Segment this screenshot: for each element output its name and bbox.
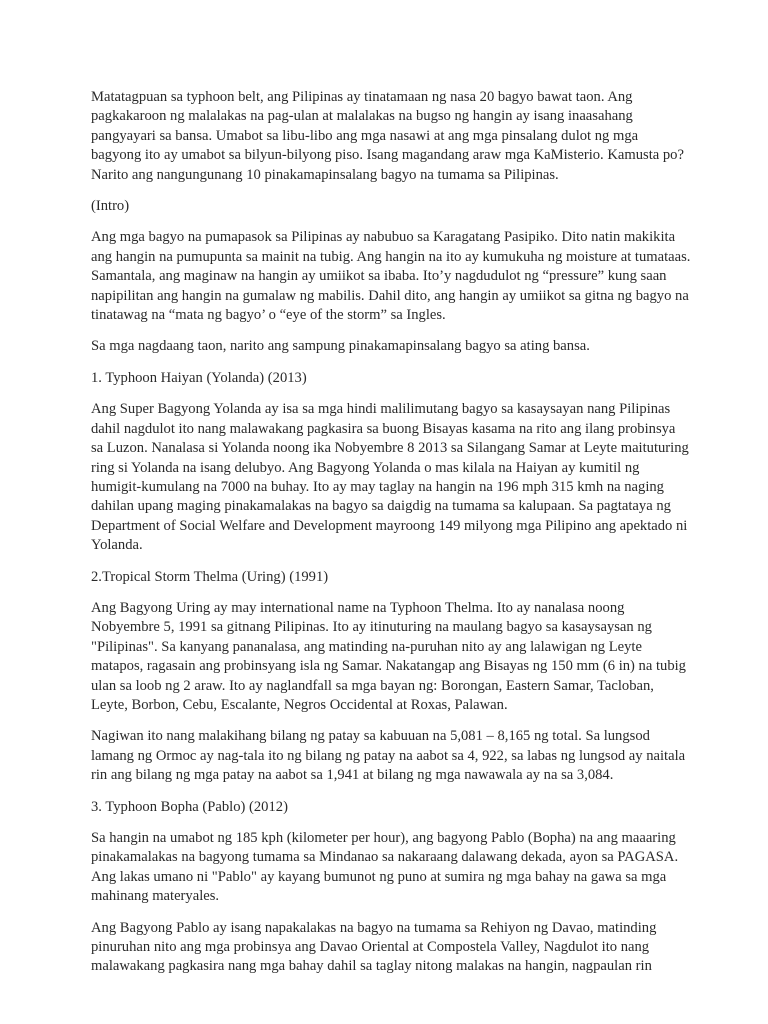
body-paragraph-thelma-casualties: Nagiwan ito nang malakihang bilang ng patay sa kabuuan na 5,081 – 8,165 ng total. Sa lungsod lamang ng Ormoc ay nag-tala ito ng bilang ng patay na aabot sa 4, 922, sa labas ng lungsod ay naitala rin ang bilang ng mga patay na aabot sa 1,941 at bilang ng mga nawawala ay na sa 3,084. [91, 728, 686, 784]
section-heading-haiyan: 1. Typhoon Haiyan (Yolanda) (2013) [91, 369, 307, 386]
section-heading-bopha: 3. Typhoon Bopha (Pablo) (2012) [91, 798, 288, 815]
intro-paragraph: Matatagpuan sa typhoon belt, ang Pilipinas ay tinatamaan ng nasa 20 bagyo bawat taon. Ang pagkakaroon ng malalakas na pag-ulan at malalakas na bugso ng hangin ay isang inaasahang pangyayari sa bansa. Umabot sa libu-libo ang mga nasawi at ang mga pinsalang dulot ng mga bagyong ito ay umabot sa bilyun-bilyong piso. Isang magandang araw mga KaMisterio. Kamusta po? Narito ang nangungunang 10 pinakamapinsalang bagyo na tumama sa Pilipinas. [91, 89, 684, 183]
section-heading-thelma: 2.Tropical Storm Thelma (Uring) (1991) [91, 568, 329, 585]
body-paragraph-bopha: Sa hangin na umabot ng 185 kph (kilometer per hour), ang bagyong Pablo (Bopha) na ang maaaring pinakamalakas na bagyong tumama sa Mindanao sa nakaraang dalawang dekada, ayon sa PAGASA. Ang lakas umano ni "Pablo" ay kayang bumunot ng puno at sumira ng mga bahay na gawa sa mga mahinang materyales. [91, 830, 679, 905]
document-page [91, 88, 691, 989]
body-paragraph-thelma: Ang Bagyong Uring ay may international name na Typhoon Thelma. Ito ay nanalasa noong Nobyembre 5, 1991 sa gitnang Pilipinas. Ito ay itinuturing na maulang bagyo sa kasaysaysan ng "Pilipinas". Sa kanyang pananalasa, ang matinding na-puruhan nito ay ang lalawigan ng Leyte matapos, ragasain ang probinsyang isla ng Samar. Nakatangap ang Bisayas ng 150 mm (6 in) na tubig ulan sa loob ng 2 araw. Ito ay naglandfall sa mga bayan ng: Borongan, Eastern Samar, Tacloban, Leyte, Borbon, Cebu, Escalante, Negros Occidental at Roxas, Palawan. [91, 599, 686, 713]
body-paragraph-bopha-damage: Ang Bagyong Pablo ay isang napakalakas na bagyo na tumama sa Rehiyon ng Davao, matinding pinuruhan nito ang mga probinsya ang Davao Oriental at Compostela Valley, Nagdulot ito nang malawakang pagkasira nang mga bahay dahil sa taglay nitong malakas na hangin, nagpaulan rin [91, 919, 657, 975]
section-heading-intro: (Intro) [91, 198, 130, 215]
body-paragraph-formation: Ang mga bagyo na pumapasok sa Pilipinas ay nabubuo sa Karagatang Pasipiko. Dito natin makikita ang hangin na pumupunta sa mainit na tubig. Ang hangin na ito ay kumukuha ng moisture at tumataas. Samantala, ang maginaw na hangin ay umiikot sa ibaba. Ito’y nagdudulot ng “pressure” kung saan napipilitan ang hangin na gumalaw ng mabilis. Dahil dito, ang hangin ay umiikot sa gitna ng bagyo na tinatawag na “mata ng bagyo’ o “eye of the storm” sa Ingles. [91, 229, 691, 324]
body-paragraph-list-intro: Sa mga nagdaang taon, narito ang sampung pinakamapinsalang bagyo sa ating bansa. [91, 338, 590, 355]
body-paragraph-haiyan: Ang Super Bagyong Yolanda ay isa sa mga hindi malilimutang bagyo sa kasaysayan nang Pilipinas dahil nagdulot ito nang malawakang pagkasira sa buong Bisayas kasama na rito ang ilang probinsya sa Luzon. Nanalasa si Yolanda noong ika Nobyembre 8 2013 sa Silangang Samar at Leyte maituturing ring si Yolanda na isang delubyo. Ang Bagyong Yolanda o mas kilala na Haiyan ay kumitil ng humigit-kumulang na 7000 na buhay. Ito ay may taglay na hangin na 196 mph 315 kmh na naging dahilan upang maging pinakamalakas na bagyo sa daigdig na tumama sa kalupaan. Sa pagtataya ng Department of Social Welfare and Development mayroong 149 milyong mga Pilipino ang apektado ni Yolanda. [91, 401, 689, 554]
